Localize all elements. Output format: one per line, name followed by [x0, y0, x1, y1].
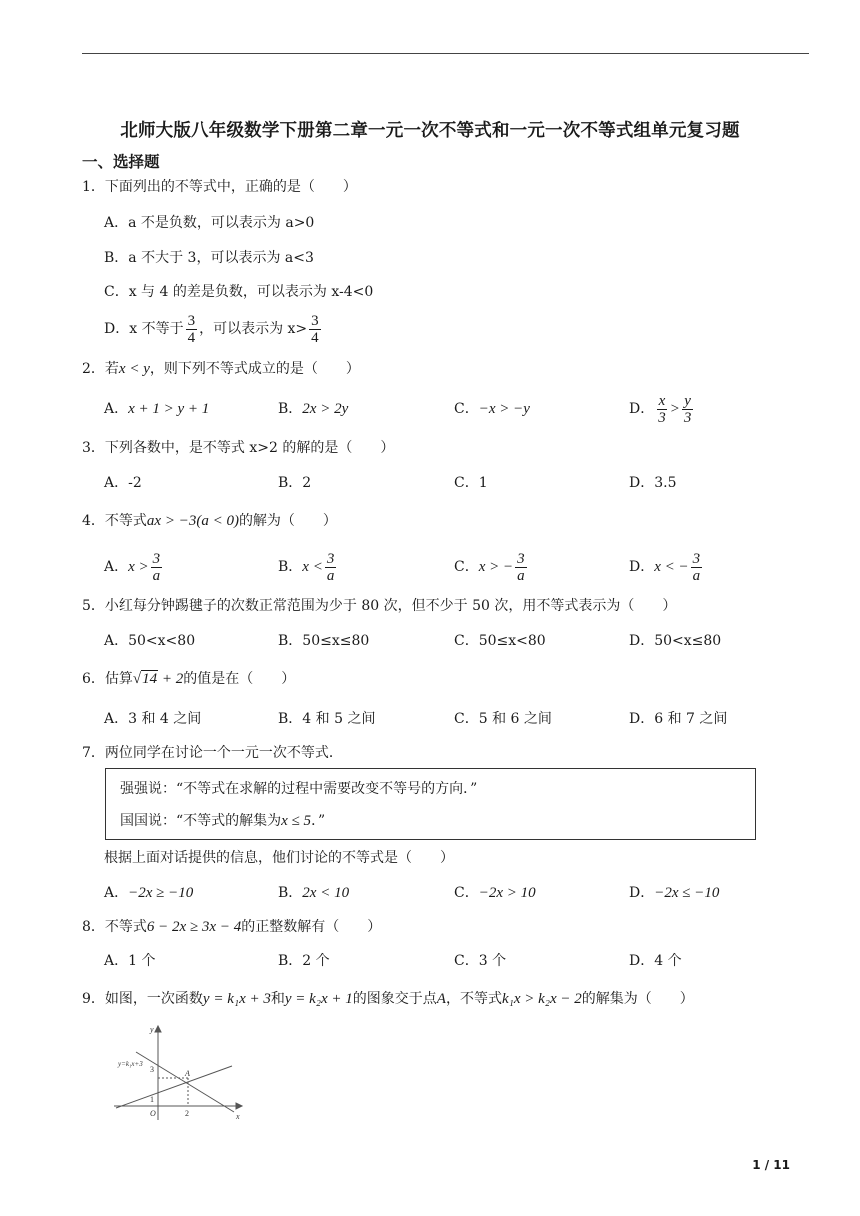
question-5-option-b: B．50≤x≤80 [278, 633, 370, 649]
question-7-stem: 7．两位同学在讨论一个一元一次不等式． [82, 745, 343, 761]
question-6-option-c: C．5 和 6 之间 [454, 711, 552, 727]
question-5-option-d: D．50<x≤80 [629, 633, 722, 649]
sqrt-expression: √14 + 2 [132, 671, 184, 687]
question-3-option-b: B．2 [278, 475, 312, 491]
y-axis-arrow [155, 1026, 161, 1032]
line-label: y=k₁x+3 [118, 1060, 143, 1068]
x-axis-arrow [236, 1103, 242, 1109]
function-graph [108, 1022, 248, 1122]
question-2-option-d: D． $\frac{x}{3}$ > $\frac{y}{3}$ [629, 392, 692, 426]
question-8-option-c: C．3 个 [454, 953, 507, 969]
question-8-stem: 8．不等式6 − 2x ≥ 3x − 4的正整数解有（ ） [82, 919, 382, 935]
y-axis-label: y [150, 1025, 154, 1034]
question-4-stem: 4．不等式ax > −3(a < 0)的解为（ ） [82, 513, 337, 529]
question-6-option-d: D．6 和 7 之间 [629, 711, 728, 727]
origin-label: O [150, 1109, 156, 1118]
question-3-option-d: D．3.5 [629, 475, 677, 491]
question-4-option-c: C．x > − $\frac{3}{a}$ [454, 550, 525, 584]
question-6-option-b: B．4 和 5 之间 [278, 711, 376, 727]
question-8-option-a: A．1 个 [104, 953, 156, 969]
question-2-option-c: C．−x > −y [454, 401, 530, 417]
tick-y-1: 1 [150, 1095, 154, 1104]
point-label: A [185, 1069, 190, 1078]
question-8-option-b: B．2 个 [278, 953, 330, 969]
question-1-option-b: B．a 不大于 3，可以表示为 a<3 [104, 250, 314, 266]
question-3-stem: 3．下列各数中，是不等式 x>2 的解的是（ ） [82, 440, 395, 456]
x-axis-label: x [236, 1112, 240, 1121]
question-5-option-c: C．50≤x<80 [454, 633, 546, 649]
question-1-option-c: C．x 与 4 的差是负数，可以表示为 x-4<0 [104, 284, 374, 300]
question-7-option-c: C．−2x > 10 [454, 885, 536, 901]
question-2-option-a: A．x + 1 > y + 1 [104, 401, 210, 417]
section-title: 一、选择题 [82, 153, 160, 171]
question-6-stem: 6．估算√14 + 2的值是在（ ） [82, 671, 296, 687]
question-2-option-b: B．2x > 2y [278, 401, 349, 417]
question-4-option-d: D．x < − $\frac{3}{a}$ [629, 550, 701, 584]
fraction: $\frac{3}{a}$ [517, 550, 525, 584]
fraction: $\frac{y}{3}$ [683, 392, 692, 426]
question-7-prompt: 根据上面对话提供的信息，他们讨论的不等式是（ ） [104, 850, 454, 866]
page-title: 北师大版八年级数学下册第二章一元一次不等式和一元一次不等式组单元复习题 [120, 121, 740, 141]
question-7-option-d: D．−2x ≤ −10 [629, 885, 720, 901]
fraction: $\frac{3}{4}$ [311, 312, 319, 346]
question-1-option-a: A．a 不是负数，可以表示为 a>0 [104, 215, 315, 231]
question-1-option-d [104, 312, 323, 346]
question-6-option-a: A．3 和 4 之间 [104, 711, 202, 727]
fraction: $\frac{3}{a}$ [152, 550, 161, 584]
question-5-stem: 5．小红每分钟踢毽子的次数正常范围为少于 80 次，但不少于 50 次，用不等式表示为（ ） [82, 598, 677, 614]
tick-y-3: 3 [150, 1065, 154, 1074]
question-8-option-d: D．4 个 [629, 953, 682, 969]
q1-d-prefix: D．x 不等于 [104, 321, 184, 337]
dialogue-box [105, 768, 756, 840]
question-1-stem: 1．下面列出的不等式中，正确的是（ ） [82, 179, 357, 195]
dialogue-line-1: 强强说：“不等式在求解的过程中需要改变不等号的方向．” [120, 781, 478, 797]
question-7-option-a: A．−2x ≥ −10 [104, 885, 194, 901]
page-number: 1 / 11 [752, 1158, 790, 1172]
dialogue-line-2: 国国说：“不等式的解集为x ≤ 5．” [120, 813, 326, 829]
question-7-option-b: B．2x < 10 [278, 885, 350, 901]
question-2-stem: 2．若x < y，则下列不等式成立的是（ ） [82, 361, 360, 377]
line-k2 [116, 1066, 232, 1108]
tick-x-2: 2 [185, 1109, 189, 1118]
fraction: $\frac{x}{3}$ [658, 392, 666, 426]
question-4-option-b: B．x < $\frac{3}{a}$ [278, 550, 335, 584]
q1-d-mid: ，可以表示为 x> [199, 321, 308, 337]
fraction: $\frac{3}{4}$ [187, 312, 196, 346]
question-3-option-a: A．-2 [104, 475, 142, 491]
fraction: $\frac{3}{a}$ [692, 550, 701, 584]
question-9-stem: 9．如图，一次函数y = k₁x + 3和y = k₂x + 1的图象交于点A，不等式k₁x > k₂x − 2的解集为（ ） [82, 991, 694, 1007]
question-3-option-c: C．1 [454, 475, 488, 491]
header-rule [82, 53, 809, 54]
question-4-option-a: A．x > $\frac{3}{a}$ [104, 550, 161, 584]
fraction: $\frac{3}{a}$ [326, 550, 335, 584]
question-5-option-a: A．50<x<80 [104, 633, 196, 649]
